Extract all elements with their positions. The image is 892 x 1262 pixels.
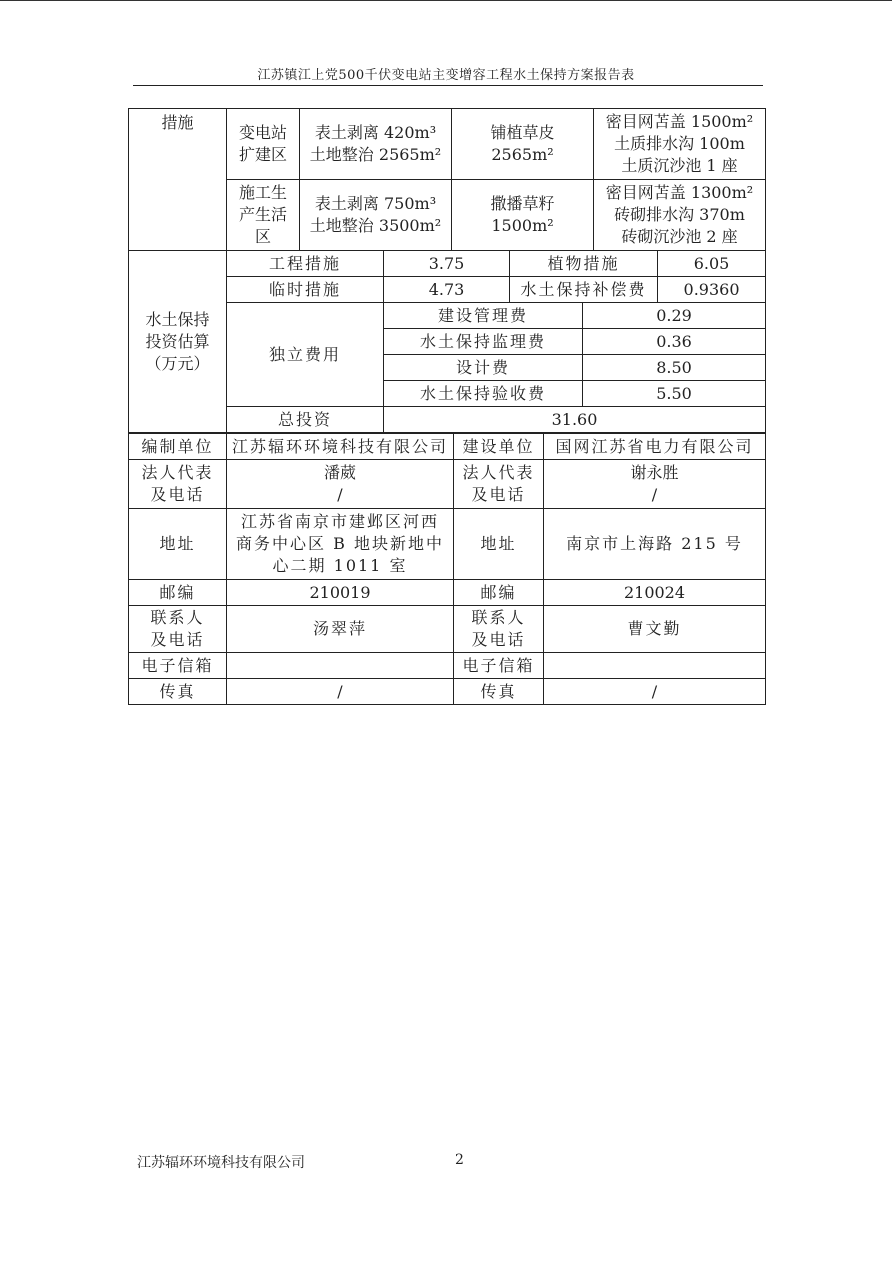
independent-item-value: 8.50 (583, 355, 766, 381)
builder-label: 建设单位 (454, 434, 544, 460)
builder-email-label: 电子信箱 (454, 653, 544, 679)
temporary-measures-construction: 密目网苫盖 1300m² 砖砌排水沟 370m 砖砌沉沙池 2 座 (594, 180, 766, 251)
compiler-postcode: 210019 (227, 580, 454, 606)
measures-table (128, 108, 766, 251)
report-header-title: 江苏镇江上党500千伏变电站主变增容工程水土保持方案报告表 (257, 68, 635, 83)
area-cell-construction: 施工生 产生活 区 (227, 180, 300, 251)
temporary-measures-substation: 密目网苫盖 1500m² 土质排水沟 100m 土质沉沙池 1 座 (594, 109, 766, 180)
builder-postcode-label: 邮编 (454, 580, 544, 606)
measures-label: 措施 (129, 109, 227, 251)
compiler-label: 编制单位 (129, 434, 227, 460)
fax-label: 传真 (129, 679, 227, 705)
compensation-value: 0.9360 (658, 277, 766, 303)
info-table (128, 433, 766, 705)
area-cell-substation: 变电站 扩建区 (227, 109, 300, 180)
engineering-value: 3.75 (384, 251, 510, 277)
compiler-email (227, 653, 454, 679)
plant-value: 6.05 (658, 251, 766, 277)
independent-item-value: 0.29 (583, 303, 766, 329)
independent-item-label: 水土保持监理费 (384, 329, 583, 355)
investment-label: 水土保持 投资估算 （万元） (129, 251, 227, 433)
page-top-border (0, 0, 892, 1)
temporary-value: 4.73 (384, 277, 510, 303)
contact-label: 联系人 及电话 (129, 606, 227, 653)
independent-item-label: 设计费 (384, 355, 583, 381)
page-number: 2 (455, 1152, 464, 1168)
plant-label: 植物措施 (510, 251, 658, 277)
builder-postcode: 210024 (544, 580, 766, 606)
header-rule (133, 85, 763, 86)
builder-contact: 曹文勤 (544, 606, 766, 653)
independent-item-label: 水土保持验收费 (384, 381, 583, 407)
total-label: 总投资 (227, 407, 384, 433)
builder-fax: / (544, 679, 766, 705)
independent-item-label: 建设管理费 (384, 303, 583, 329)
builder-address: 南京市上海路 215 号 (544, 509, 766, 580)
legal-rep-label: 法人代表 及电话 (129, 460, 227, 509)
footer-company: 江苏辐环环境科技有限公司 (137, 1155, 305, 1171)
builder-address-label: 地址 (454, 509, 544, 580)
independent-label: 独立费用 (227, 303, 384, 407)
temporary-label: 临时措施 (227, 277, 384, 303)
builder-legal-rep: 谢永胜 / (544, 460, 766, 509)
builder-email (544, 653, 766, 679)
engineering-label: 工程措施 (227, 251, 384, 277)
compensation-label: 水土保持补偿费 (510, 277, 658, 303)
engineering-measures-substation: 表土剥离 420m³ 土地整治 2565m² (300, 109, 452, 180)
compiler-fax: / (227, 679, 454, 705)
plant-measures-substation: 铺植草皮 2565m² (452, 109, 594, 180)
builder-contact-label: 联系人 及电话 (454, 606, 544, 653)
compiler-contact: 汤翠萍 (227, 606, 454, 653)
address-label: 地址 (129, 509, 227, 580)
compiler-address: 江苏省南京市建邺区河西 商务中心区 B 地块新地中 心二期 1011 室 (227, 509, 454, 580)
total-value: 31.60 (384, 407, 766, 433)
email-label: 电子信箱 (129, 653, 227, 679)
builder-fax-label: 传真 (454, 679, 544, 705)
plant-measures-construction: 撒播草籽 1500m² (452, 180, 594, 251)
compiler-legal-rep: 潘葳 / (227, 460, 454, 509)
postcode-label: 邮编 (129, 580, 227, 606)
investment-table (128, 250, 766, 433)
engineering-measures-construction: 表土剥离 750m³ 土地整治 3500m² (300, 180, 452, 251)
builder-legal-rep-label: 法人代表 及电话 (454, 460, 544, 509)
compiler-value: 江苏辐环环境科技有限公司 (227, 434, 454, 460)
independent-item-value: 5.50 (583, 381, 766, 407)
builder-value: 国网江苏省电力有限公司 (544, 434, 766, 460)
independent-item-value: 0.36 (583, 329, 766, 355)
